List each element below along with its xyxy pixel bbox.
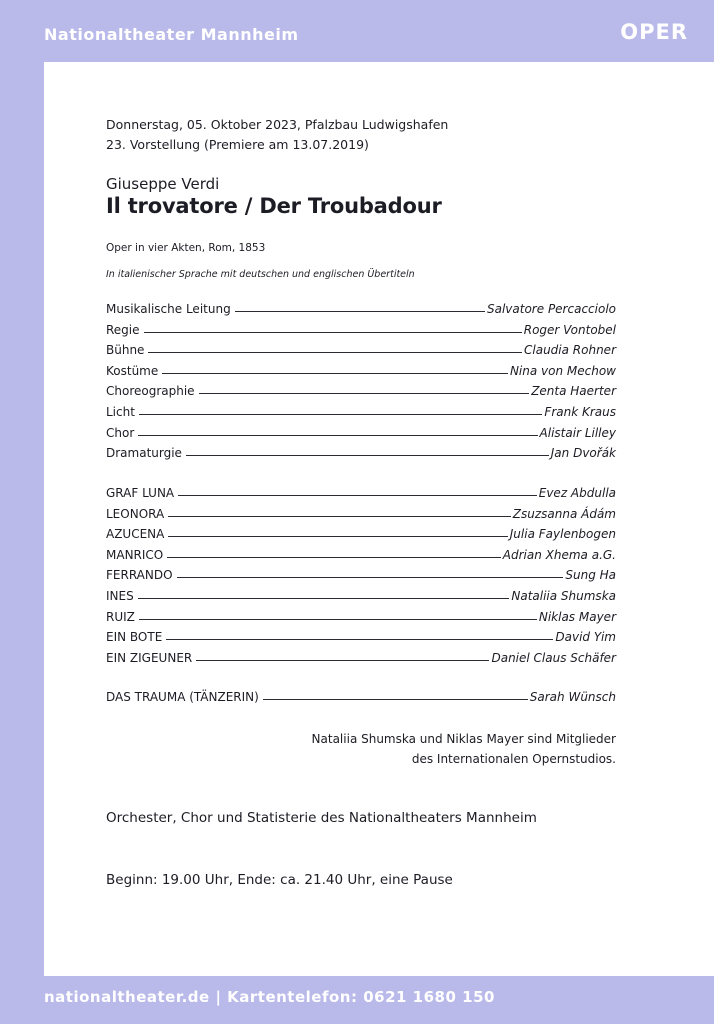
credit-role: FERRANDO [106, 568, 173, 583]
header-section-label: OPER [620, 20, 688, 44]
cast-row [106, 521, 616, 541]
credit-name: Claudia Rohner [524, 343, 616, 358]
credit-role: INES [106, 589, 134, 603]
credit-name: Frank Kraus [544, 405, 616, 419]
credit-name: Julia Faylenbogen [509, 527, 616, 542]
credit-name: Evez Abdulla [538, 486, 616, 500]
leader-line [168, 515, 511, 517]
opera-studio-note-line2: des Internationalen Opernstudios. [411, 752, 616, 766]
opera-studio-note-line1: Nataliia Shumska und Niklas Mayer sind Mitglieder [311, 732, 616, 746]
credit-role: EIN ZIGEUNER [106, 650, 193, 665]
leader-line [162, 372, 508, 374]
language-note: In italienischer Sprache mit deutschen und englischen Übertiteln [106, 269, 415, 280]
credit-role: Chor [106, 425, 135, 440]
cast-row [106, 542, 616, 562]
creative-team-row [106, 358, 616, 378]
leader-line [199, 392, 530, 394]
cast-row [106, 645, 616, 665]
credit-name: Nina von Mechow [509, 363, 616, 378]
leader-line [139, 618, 537, 620]
credit-name: Niklas Mayer [538, 609, 616, 624]
leader-line [166, 638, 553, 640]
credit-name: Adrian Xhema a.G. [502, 547, 616, 562]
leader-line [138, 434, 537, 436]
credit-name: Sung Ha [565, 568, 616, 583]
composer: Giuseppe Verdi [106, 175, 220, 193]
cast-row [106, 583, 616, 603]
credit-role: Bühne [106, 343, 145, 358]
dancer-row [106, 684, 616, 704]
credit-role: Kostüme [106, 363, 159, 378]
leader-line [167, 556, 501, 558]
creative-team-row [106, 399, 616, 419]
cast-row [106, 501, 616, 521]
credit-name: Alistair Lilley [539, 425, 616, 440]
leader-line [235, 310, 485, 312]
creative-team-row [106, 317, 616, 337]
leader-line [178, 494, 537, 496]
credit-name: David Yim [555, 630, 616, 645]
opera-subtitle: Oper in vier Akten, Rom, 1853 [106, 242, 266, 254]
leader-line [186, 454, 549, 456]
creative-team-row [106, 296, 616, 316]
credit-name: Zenta Haerter [531, 384, 616, 399]
credit-role: EIN BOTE [106, 630, 163, 645]
footer-contact: nationaltheater.de | Kartentelefon: 0621 1680 150 [44, 988, 495, 1006]
credit-name: Salvatore Percacciolo [487, 302, 616, 316]
performance-times: Beginn: 19.00 Uhr, Ende: ca. 21.40 Uhr, eine Pause [106, 872, 453, 888]
credit-role: Licht [106, 405, 135, 419]
credit-name: Sarah Wünsch [529, 690, 616, 704]
creative-team-row [106, 337, 616, 357]
leader-line [144, 331, 522, 333]
credit-role: DAS TRAUMA (TÄNZERIN) [106, 690, 259, 704]
credit-role: Choreographie [106, 384, 195, 399]
credit-role: GRAF LUNA [106, 486, 175, 500]
leader-line [263, 698, 528, 700]
credit-name: Roger Vontobel [523, 322, 616, 337]
credit-role: Musikalische Leitung [106, 302, 231, 316]
cast-row [106, 562, 616, 582]
credit-role: RUIZ [106, 609, 135, 624]
credit-name: Nataliia Shumska [511, 589, 616, 603]
cast-row [106, 604, 616, 624]
leader-line [177, 576, 564, 578]
performance-number: 23. Vorstellung (Premiere am 13.07.2019) [106, 137, 369, 152]
credit-name: Zsuzsanna Ádám [512, 506, 616, 521]
credit-role: AZUCENA [106, 527, 165, 542]
credit-role: LEONORA [106, 506, 165, 521]
creative-team-row [106, 378, 616, 398]
credit-role: Dramaturgie [106, 446, 182, 461]
credit-name: Daniel Claus Schäfer [491, 650, 616, 665]
program-sheet [44, 62, 714, 976]
credit-role: Regie [106, 322, 140, 337]
leader-line [196, 659, 489, 661]
leader-line [139, 413, 542, 415]
creative-team-row [106, 420, 616, 440]
leader-line [138, 597, 510, 599]
leader-line [148, 351, 522, 353]
cast-row [106, 480, 616, 500]
leader-line [168, 535, 507, 537]
opera-title: Il trovatore / Der Troubadour [106, 194, 442, 218]
performance-date: Donnerstag, 05. Oktober 2023, Pfalzbau Ludwigshafen [106, 117, 449, 132]
creative-team-row [106, 440, 616, 460]
credit-role: MANRICO [106, 547, 164, 562]
header-theater-name: Nationaltheater Mannheim [44, 25, 299, 44]
cast-row [106, 624, 616, 644]
credit-name: Jan Dvořák [550, 446, 616, 461]
orchestra-credit: Orchester, Chor und Statisterie des Nationaltheaters Mannheim [106, 810, 537, 826]
